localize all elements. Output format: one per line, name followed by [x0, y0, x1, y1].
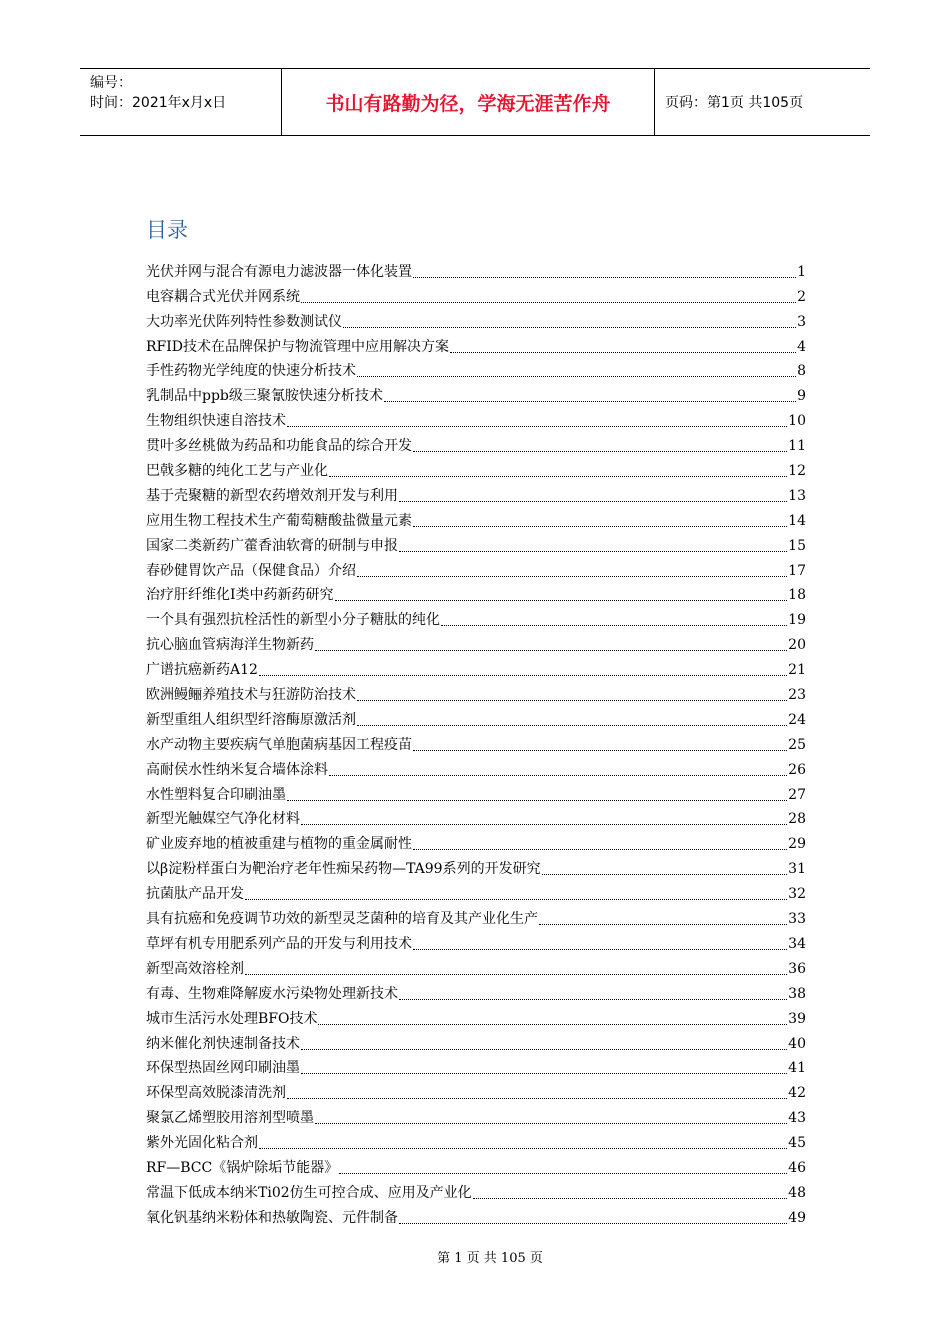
toc-leader-dots — [384, 400, 796, 402]
toc-entry-page: 29 — [788, 836, 806, 853]
toc-entry-title: 应用生物工程技术生产葡萄糖酸盐微量元素 — [146, 512, 412, 529]
toc-leader-dots — [413, 525, 787, 527]
toc-entry[interactable] — [146, 855, 806, 880]
toc-leader-dots — [413, 749, 787, 751]
toc-leader-dots — [413, 450, 787, 452]
toc-entry[interactable] — [146, 333, 806, 358]
toc-entry[interactable] — [146, 606, 806, 631]
toc-leader-dots — [542, 873, 788, 875]
toc-entry-page: 31 — [788, 861, 806, 878]
toc-entry-page: 14 — [788, 512, 806, 529]
toc-entry-page: 36 — [788, 960, 806, 977]
toc-entry-title: 巴戟多糖的纯化工艺与产业化 — [146, 463, 328, 480]
toc-entry[interactable] — [146, 308, 806, 333]
toc-entry-title: 生物组织快速自溶技术 — [146, 413, 286, 430]
toc-entry-title: 草坪有机专用肥系列产品的开发与利用技术 — [146, 935, 412, 952]
toc-entry-title: 有毒、生物难降解废水污染物处理新技术 — [146, 985, 398, 1002]
toc-entry[interactable] — [146, 258, 806, 283]
toc-leader-dots — [259, 674, 787, 676]
toc-leader-dots — [315, 1122, 787, 1124]
toc-entry-page: 27 — [788, 786, 806, 803]
toc-entry-title: 聚氯乙烯塑胶用溶剂型喷墨 — [146, 1110, 314, 1127]
toc-entry[interactable] — [146, 1030, 806, 1055]
toc-entry[interactable] — [146, 980, 806, 1005]
toc-entry-title: 治疗肝纤维化I类中药新药研究 — [146, 587, 334, 604]
toc-entry[interactable] — [146, 781, 806, 806]
toc-entry-title: 城市生活污水处理BFO技术 — [146, 1010, 318, 1027]
toc-entry[interactable] — [146, 1055, 806, 1080]
toc-leader-dots — [318, 1023, 787, 1025]
toc-entry-title: 矿业废弃地的植被重建与植物的重金属耐性 — [146, 836, 412, 853]
toc-entry[interactable] — [146, 1179, 806, 1204]
toc-entry-title: 新型重组人组织型纤溶酶原激活剂 — [146, 711, 356, 728]
toc-entry[interactable] — [146, 532, 806, 557]
toc-entry-page: 10 — [788, 413, 806, 430]
toc-entry-page: 25 — [788, 736, 806, 753]
toc-entry-page: 19 — [788, 612, 806, 629]
toc-entry-page: 23 — [788, 687, 806, 704]
toc-entry-title: 具有抗癌和免疫调节功效的新型灵芝菌种的培育及其产业化生产 — [146, 911, 538, 928]
toc-entry[interactable] — [146, 631, 806, 656]
toc-entry[interactable] — [146, 1104, 806, 1129]
toc-entry-title: 乳制品中ppb级三聚氰胺快速分析技术 — [146, 388, 383, 405]
toc-entry[interactable] — [146, 283, 806, 308]
toc-entry[interactable] — [146, 482, 806, 507]
toc-entry[interactable] — [146, 905, 806, 930]
toc-leader-dots — [301, 1072, 787, 1074]
toc-entry-page: 45 — [788, 1135, 806, 1152]
document-date: 时间：2021年x月x日 — [90, 95, 227, 111]
toc-entry-title: 新型高效溶栓剂 — [146, 960, 244, 977]
toc-leader-dots — [357, 724, 787, 726]
toc-entry[interactable] — [146, 880, 806, 905]
toc-entry[interactable] — [146, 582, 806, 607]
toc-entry[interactable] — [146, 1204, 806, 1229]
toc-leader-dots — [450, 351, 796, 353]
toc-entry[interactable] — [146, 1005, 806, 1030]
toc-leader-dots — [301, 1048, 787, 1050]
toc-entry[interactable] — [146, 457, 806, 482]
toc-entry-page: 13 — [788, 487, 806, 504]
header-meta — [80, 69, 282, 135]
toc-list — [146, 258, 806, 1229]
toc-entry-page: 1 — [797, 263, 806, 280]
toc-entry-page: 26 — [788, 761, 806, 778]
toc-leader-dots — [399, 550, 787, 552]
toc-entry-page: 38 — [788, 985, 806, 1002]
toc-entry-page: 17 — [788, 562, 806, 579]
toc-leader-dots — [413, 948, 787, 950]
toc-entry-page: 39 — [788, 1010, 806, 1027]
toc-leader-dots — [399, 1222, 787, 1224]
toc-leader-dots — [441, 624, 787, 626]
toc-entry-page: 15 — [788, 537, 806, 554]
toc-entry-page: 11 — [788, 438, 806, 455]
toc-entry-title: 国家二类新药广藿香油软膏的研制与申报 — [146, 537, 398, 554]
toc-leader-dots — [329, 774, 787, 776]
toc-entry-title: 大功率光伏阵列特性参数测试仪 — [146, 313, 342, 330]
toc-entry-title: 一个具有强烈抗栓活性的新型小分子糖肽的纯化 — [146, 612, 440, 629]
toc-entry-page: 42 — [788, 1085, 806, 1102]
toc-entry-page: 2 — [797, 288, 806, 305]
toc-leader-dots — [343, 326, 796, 328]
toc-leader-dots — [357, 575, 787, 577]
toc-leader-dots — [329, 475, 787, 477]
toc-entry-title: 光伏并网与混合有源电力滤波器一体化装置 — [146, 263, 412, 280]
toc-leader-dots — [399, 998, 787, 1000]
toc-leader-dots — [335, 599, 788, 601]
toc-entry[interactable] — [146, 382, 806, 407]
header-motto: 书山有路勤为径，学海无涯苦作舟 — [282, 69, 655, 135]
toc-leader-dots — [339, 1172, 787, 1174]
toc-entry-title: 环保型热固丝网印刷油墨 — [146, 1060, 300, 1077]
toc-entry-title: 电容耦合式光伏并网系统 — [146, 288, 300, 305]
toc-entry-page: 33 — [788, 911, 806, 928]
toc-entry-page: 48 — [788, 1184, 806, 1201]
header-page-info: 页码：第1页 共105页 — [665, 95, 804, 111]
toc-entry-title: 高耐侯水性纳米复合墙体涂料 — [146, 761, 328, 778]
toc-entry[interactable] — [146, 1079, 806, 1104]
toc-leader-dots — [301, 823, 787, 825]
toc-entry-title: 春砂健胃饮产品（保健食品）介绍 — [146, 562, 356, 579]
toc-entry-title: 抗菌肽产品开发 — [146, 886, 244, 903]
toc-leader-dots — [399, 500, 787, 502]
toc-entry[interactable] — [146, 507, 806, 532]
toc-leader-dots — [287, 799, 787, 801]
toc-entry-title: 水性塑料复合印刷油墨 — [146, 786, 286, 803]
toc-entry-page: 41 — [788, 1060, 806, 1077]
toc-entry-title: 水产动物主要疾病气单胞菌病基因工程疫苗 — [146, 736, 412, 753]
toc-title: 目录 — [146, 218, 188, 242]
toc-leader-dots — [539, 923, 787, 925]
toc-entry-page: 12 — [788, 463, 806, 480]
toc-entry-title: 氧化钒基纳米粉体和热敏陶瓷、元件制备 — [146, 1209, 398, 1226]
toc-leader-dots — [315, 649, 787, 651]
toc-entry[interactable] — [146, 731, 806, 756]
toc-entry-title: 抗心脑血管病海洋生物新药 — [146, 637, 314, 654]
toc-leader-dots — [287, 425, 787, 427]
toc-entry-page: 9 — [797, 388, 806, 405]
toc-entry[interactable] — [146, 706, 806, 731]
toc-entry-title: 纳米催化剂快速制备技术 — [146, 1035, 300, 1052]
toc-leader-dots — [301, 301, 796, 303]
toc-entry-page: 18 — [788, 587, 806, 604]
toc-leader-dots — [357, 699, 787, 701]
toc-leader-dots — [259, 1147, 787, 1149]
toc-entry-page: 4 — [797, 338, 806, 355]
toc-leader-dots — [357, 375, 796, 377]
toc-leader-dots — [245, 898, 787, 900]
toc-leader-dots — [413, 276, 796, 278]
toc-entry[interactable] — [146, 432, 806, 457]
toc-entry[interactable] — [146, 358, 806, 383]
toc-entry-title: 常温下低成本纳米Ti02仿生可控合成、应用及产业化 — [146, 1184, 472, 1201]
toc-entry[interactable] — [146, 1129, 806, 1154]
toc-entry-title: 手性药物光学纯度的快速分析技术 — [146, 363, 356, 380]
toc-entry-page: 21 — [788, 662, 806, 679]
page-footer: 第 1 页 共 105 页 — [437, 1251, 543, 1266]
toc-entry-page: 28 — [788, 811, 806, 828]
toc-leader-dots — [413, 848, 787, 850]
toc-entry[interactable] — [146, 756, 806, 781]
toc-entry-page: 49 — [788, 1209, 806, 1226]
toc-entry-page: 34 — [788, 935, 806, 952]
toc-entry-page: 24 — [788, 711, 806, 728]
toc-entry-title: 基于壳聚糖的新型农药增效剂开发与利用 — [146, 487, 398, 504]
toc-entry-title: RF—BCC《锅炉除垢节能器》 — [146, 1159, 339, 1176]
toc-entry-title: 环保型高效脱漆清洗剂 — [146, 1085, 286, 1102]
toc-entry[interactable] — [146, 407, 806, 432]
toc-entry[interactable] — [146, 656, 806, 681]
toc-entry[interactable] — [146, 1154, 806, 1179]
toc-entry[interactable] — [146, 806, 806, 831]
toc-entry-title: 以β淀粉样蛋白为靶治疗老年性痴呆药物—TA99系列的开发研究 — [146, 861, 541, 878]
toc-entry[interactable] — [146, 955, 806, 980]
toc-entry-page: 20 — [788, 637, 806, 654]
toc-entry-title: RFID技术在品牌保护与物流管理中应用解决方案 — [146, 338, 450, 355]
toc-entry-title: 贯叶多丝桃做为药品和功能食品的综合开发 — [146, 438, 412, 455]
toc-entry[interactable] — [146, 557, 806, 582]
document-number-label: 编号： — [90, 75, 132, 91]
toc-entry-title: 新型光触媒空气净化材料 — [146, 811, 300, 828]
toc-leader-dots — [473, 1197, 788, 1199]
toc-entry-page: 8 — [797, 363, 806, 380]
toc-entry[interactable] — [146, 930, 806, 955]
toc-entry-page: 46 — [788, 1159, 806, 1176]
toc-entry-title: 欧洲鳗鲡养殖技术与狂游防治技术 — [146, 687, 356, 704]
page-header — [80, 68, 870, 136]
toc-entry-page: 40 — [788, 1035, 806, 1052]
toc-entry-title: 广谱抗癌新药A12 — [146, 662, 258, 679]
toc-leader-dots — [245, 973, 787, 975]
toc-entry-page: 43 — [788, 1110, 806, 1127]
toc-entry[interactable] — [146, 830, 806, 855]
toc-entry[interactable] — [146, 681, 806, 706]
toc-entry-page: 32 — [788, 886, 806, 903]
toc-entry-title: 紫外光固化粘合剂 — [146, 1135, 258, 1152]
toc-entry-page: 3 — [797, 313, 806, 330]
toc-leader-dots — [287, 1097, 787, 1099]
